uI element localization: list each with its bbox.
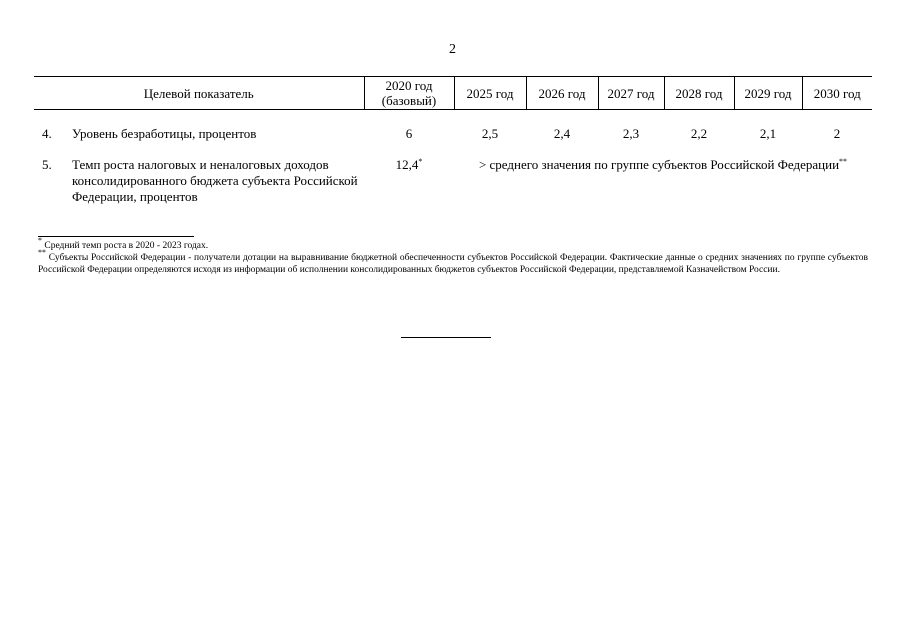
value-2028: 2,2 (690, 126, 708, 141)
value-2020: 6 (405, 126, 413, 141)
value-2026: 2,4 (553, 126, 571, 141)
base-value: 12,4 (395, 157, 419, 172)
header-year-2028: 2028 год (664, 77, 734, 110)
footnote-mark: * (418, 157, 423, 166)
footnote-mark: ** (38, 248, 46, 257)
value-2020 (364, 157, 454, 205)
footnote-mark: * (38, 236, 42, 245)
value-2029: 2,1 (759, 126, 777, 141)
value-2025: 2,5 (481, 126, 499, 141)
row-name: Уровень безработицы, процентов (72, 126, 257, 141)
table-row (34, 157, 872, 205)
footnote-2 (38, 248, 868, 276)
row-name: Темп роста налоговых и неналоговых доходов консолидированного бюджета субъекта Российской Федерации, процентов (72, 157, 358, 204)
value-2030: 2 (833, 126, 841, 141)
header-year-2025: 2025 год (454, 77, 526, 110)
row-index: 5. (42, 157, 52, 172)
header-year-2030: 2030 год (802, 77, 872, 110)
header-indicator: Целевой показатель (34, 77, 364, 110)
table-header-row (34, 77, 872, 110)
table-spacer (34, 110, 872, 127)
merged-value-text: > среднего значения по группе субъектов Российской Федерации (478, 157, 840, 172)
indicator-cell (34, 126, 364, 157)
header-year-2020: 2020 год (базовый) (364, 77, 454, 110)
table-row (34, 126, 872, 157)
indicator-table (34, 76, 872, 205)
footnote-mark: ** (839, 157, 848, 166)
merged-target-value (454, 157, 872, 205)
footnotes (38, 236, 868, 276)
header-year-2029: 2029 год (734, 77, 802, 110)
header-year-2027: 2027 год (598, 77, 664, 110)
page-number: 2 (449, 42, 456, 57)
footnote-1 (38, 236, 868, 252)
end-divider (401, 337, 491, 338)
footnote-divider (38, 236, 194, 237)
row-index: 4. (42, 126, 52, 141)
footnote-text: Субъекты Российской Федерации - получатели дотации на выравнивание бюджетной обеспеченности субъектов Российской Федерации. Фактические данные о средних значениях по группе субъектов Российской Федерации определяются исходя из информации об исполнении консолидированных бюджетов субъектов Российской Федерации, представляемой Казначейством России. (38, 253, 868, 275)
header-year-2026: 2026 год (526, 77, 598, 110)
footnote-text: Средний темп роста в 2020 - 2023 годах. (42, 241, 209, 251)
value-2027: 2,3 (622, 126, 640, 141)
indicator-cell (34, 157, 364, 205)
